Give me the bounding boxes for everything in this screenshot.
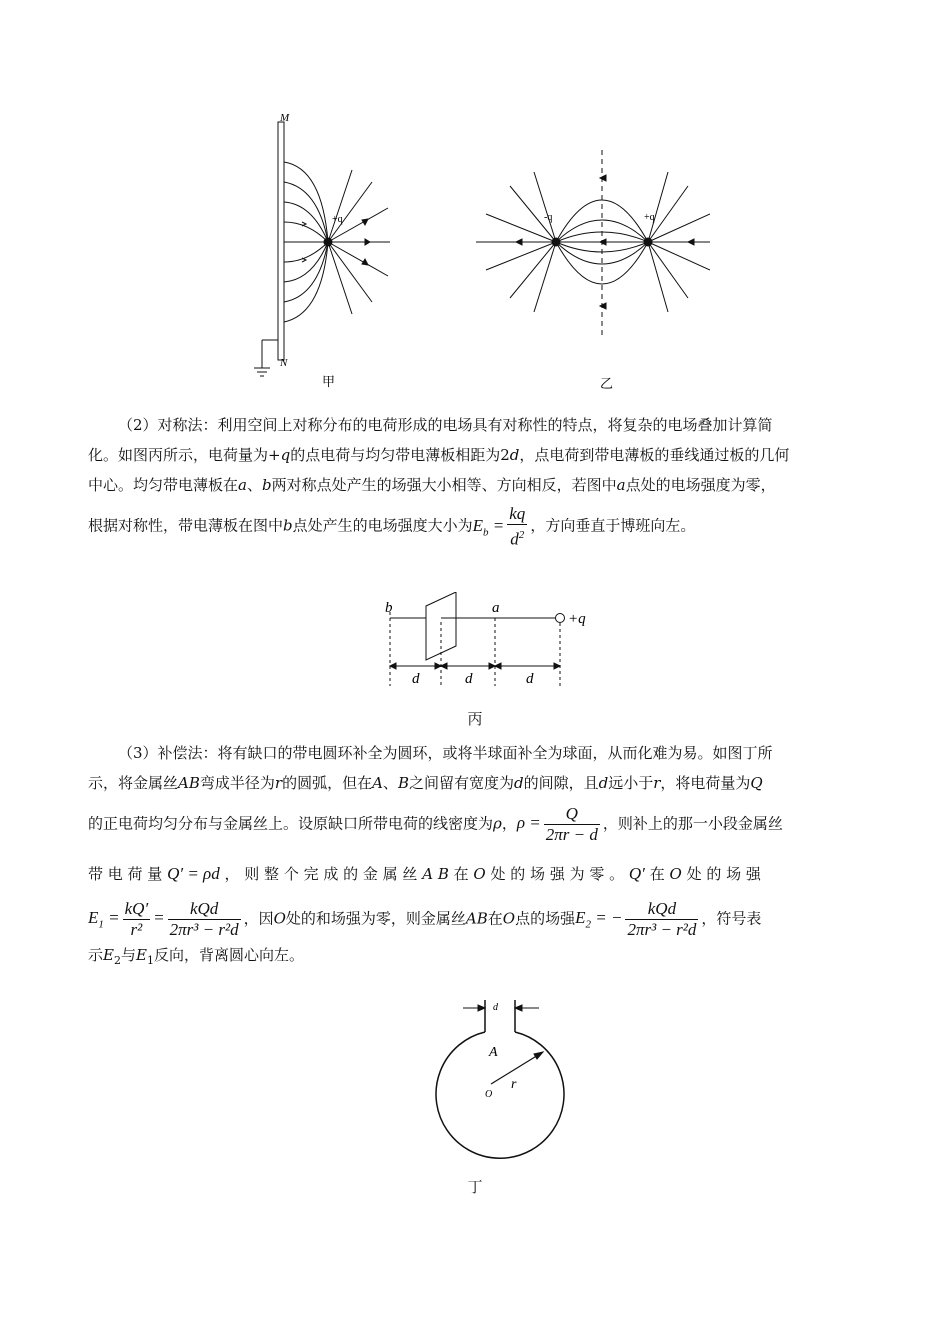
figure-ding [415, 994, 565, 1164]
figure-bing [380, 592, 600, 692]
label-ding-r: r [511, 1077, 517, 1092]
paragraph-symmetry [88, 410, 864, 550]
label-ding-d: d [493, 1002, 498, 1013]
eq-E2: $E_2$ = − $\frac{\text{kQd}}{\text{2πr³ − r²d}}$ [575, 899, 697, 939]
para2-line1: （2）对称法：利用空间上对称分布的电荷形成的电场具有对称性的特点，将复杂的电场叠加计算简 [118, 416, 773, 434]
figure-jia [254, 122, 390, 376]
para2-line3: 中心。均匀带电薄板在a、b两对称点处产生的场强大小相等、方向相反，若图中a点处的电场强度为零， [88, 476, 776, 494]
caption-bing: 丙 [467, 710, 483, 728]
label-ding-O: O [485, 1089, 493, 1100]
caption-ding: 丁 [467, 1178, 483, 1196]
label-b: b [385, 600, 393, 616]
label-q: +q [568, 611, 586, 627]
label-a: a [492, 600, 500, 616]
figure-yi [476, 150, 710, 336]
para2-line4: 根据对称性，带电薄板在图中b点处产生的电场强度大小为$E_b$ = $\frac{kq}{d^2}$ ，方向垂直于博班向左。 [88, 504, 696, 549]
label-M: M [280, 112, 290, 124]
label-jia-charge: +q [332, 214, 343, 225]
figure-field-lines [240, 110, 710, 395]
paragraph-compensation [88, 738, 864, 976]
eq-E1: $E_1$ = $\frac{kQ'}{\text{r²}}$ = $\frac{\text{kQd}}{\text{2πr³ − r²d}}$ [88, 899, 239, 939]
para3-line2: 示，将金属丝AB弯成半径为r的圆弧，但在A、B之间留有宽度为d的间隙，且d远小于r，将电荷量为Q [88, 774, 763, 792]
label-yi-neg: -q [544, 212, 553, 223]
caption-jia: 甲 [322, 375, 336, 390]
eq-Eb: $E_b$ = $\frac{kq}{d^2}$ [472, 504, 526, 549]
para3-line4: 带 电 荷 量 Q′ = ρd ， 则 整 个 完 成 的 金 属 丝 A B 在 O 处 的 场 强 为 零 。 Q′ 在 O 处 的 场 强 [88, 864, 761, 883]
eq-rho: ρ = $\frac{Q}{2\pi r - d}$ [516, 804, 598, 844]
para3-line1: （3）补偿法：将有缺口的带电圆环补全为圆环，或将半球面补全为球面，从而化难为易。如图丁所 [118, 744, 773, 762]
para3-line5: $E_1$ = $\frac{kQ'}{\text{r²}}$ = $\frac{\text{kQd}}{\text{2πr³ − r²d}}$ ，因O处的和场强为零，则金属丝AB在O点的场强$E_2$ = − $\frac{\text{kQd}}{\text{2πr³ − r²d}}$ ，符号表 [88, 899, 762, 939]
label-d2: d [465, 671, 473, 687]
para3-line3: 的正电荷均匀分布与金属丝上。设原缺口所带电荷的线密度为ρ，ρ = $\frac{Q}{2\pi r - d}$ ，则补上的那一小段金属丝 [88, 804, 783, 844]
para3-line6: 示$E_2$与$E_1$反向，背离圆心向左。 [88, 946, 304, 967]
caption-yi: 乙 [600, 377, 614, 392]
label-N: N [280, 357, 288, 369]
label-d1: d [412, 671, 420, 687]
label-ding-A: A [489, 1045, 498, 1060]
label-yi-pos: +q [644, 212, 655, 223]
para2-line2: 化。如图丙所示，电荷量为+q的点电荷与均匀带电薄板相距为2d，点电荷到带电薄板的垂线通过板的几何 [88, 446, 790, 464]
label-d3: d [526, 671, 534, 687]
